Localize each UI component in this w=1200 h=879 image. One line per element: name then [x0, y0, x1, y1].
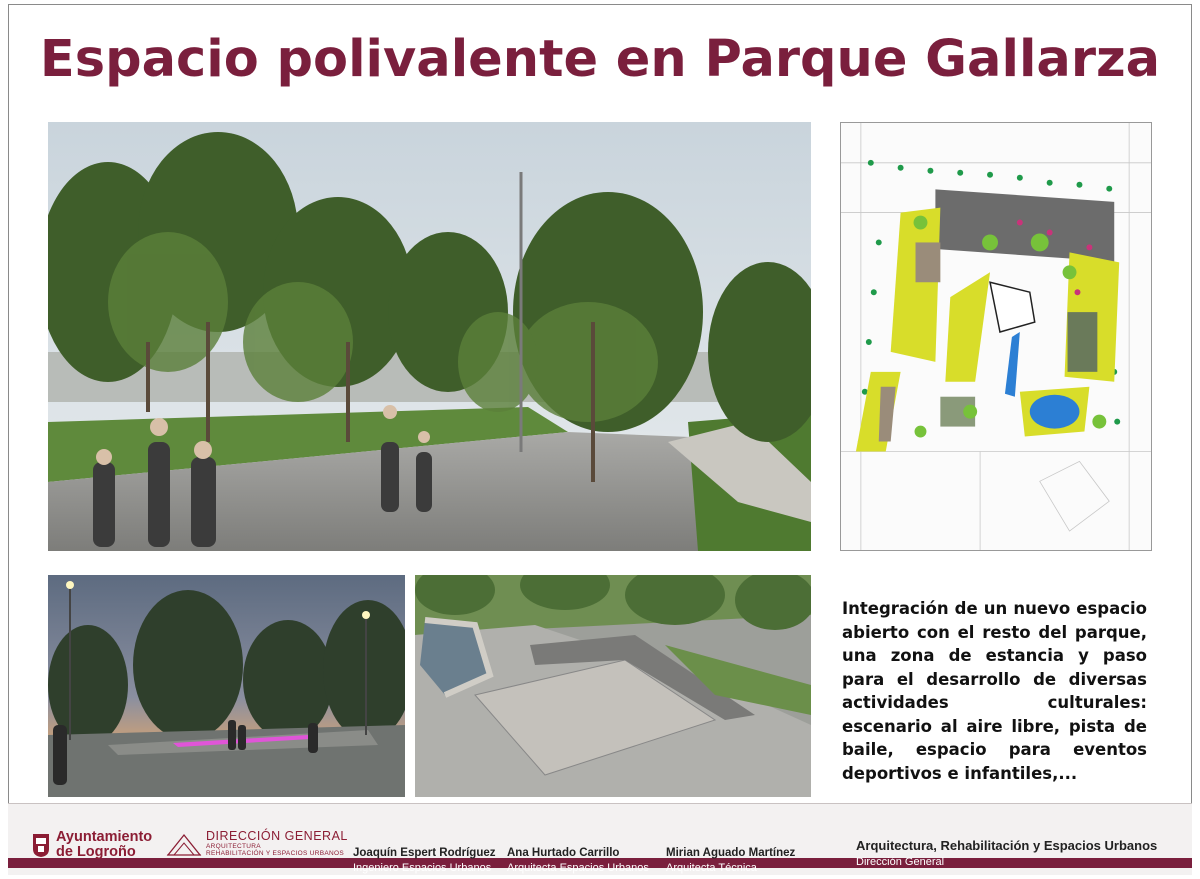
- credit-espert: [353, 846, 496, 875]
- poster-title: Espacio polivalente en Parque Gallarza: [39, 30, 1161, 89]
- dg-logo-line2: ARQUITECTURA: [206, 843, 261, 850]
- city-logo-line2: de Logroño: [56, 844, 136, 860]
- department-credit: [856, 838, 1157, 869]
- credit-aguado: [666, 846, 795, 875]
- credit-hurtado: [507, 846, 649, 875]
- main-park-render: [48, 122, 811, 551]
- city-logo: [32, 830, 152, 860]
- credit-name: Ana Hurtado Carrillo: [507, 847, 620, 859]
- night-render: [48, 575, 405, 797]
- city-logo-line1: Ayuntamiento: [56, 829, 153, 845]
- dg-logo-line3: REHABILITACIÓN Y ESPACIOS URBANOS: [206, 850, 345, 857]
- project-description: Integración de un nuevo espacio abierto con el resto del parque, una zona de estancia y paso para el desarrollo de diversas actividades culturales: escenario al aire libre, pista de baile, espacio para eventos deportivos e infantiles,...: [842, 599, 1147, 783]
- credit-name: Mirian Aguado Martínez: [666, 847, 796, 859]
- building-outline-icon: [166, 831, 202, 857]
- site-plan: [840, 122, 1152, 551]
- credit-name: Joaquín Espert Rodríguez: [353, 847, 496, 859]
- aerial-render: [415, 575, 811, 797]
- department-name: Arquitectura, Rehabilitación y Espacios Urbanos: [856, 838, 1158, 853]
- credit-role: Ingeniero Espacios Urbanos: [353, 862, 492, 874]
- dg-logo: [166, 830, 348, 857]
- credit-role: Arquitecta Espacios Urbanos: [507, 862, 649, 874]
- credit-role: Arquitecta Técnica: [666, 862, 757, 874]
- department-role: Dirección General: [856, 856, 945, 868]
- shield-icon: [32, 832, 50, 858]
- dg-logo-line1: DIRECCIÓN GENERAL: [206, 829, 348, 843]
